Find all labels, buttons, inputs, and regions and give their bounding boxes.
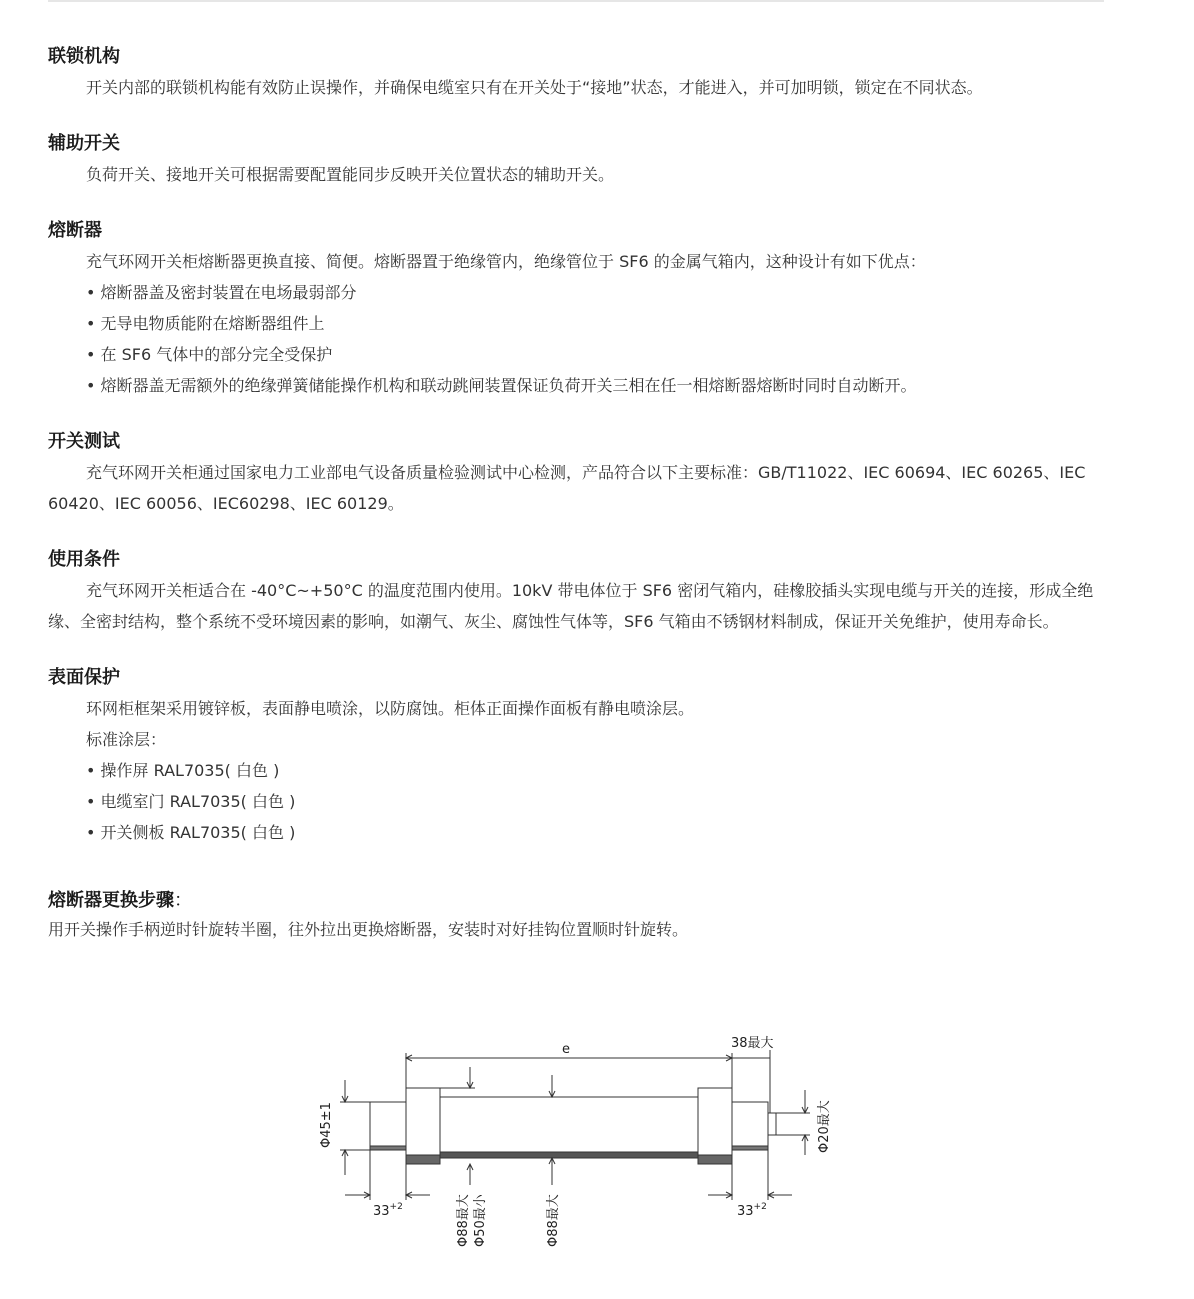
section-title: 开关测试	[48, 431, 120, 452]
list-item: • 无导电物质能附在熔断器组件上	[48, 308, 1108, 339]
striker-pin	[768, 1113, 776, 1135]
label-phi88-max: Φ88最大	[456, 1194, 471, 1247]
label-33-right-base: 33	[737, 1204, 754, 1219]
right-end-cap	[732, 1102, 768, 1150]
steps-title-colon: ：	[174, 890, 192, 911]
section-surface	[48, 665, 1108, 848]
label-e: e	[562, 1042, 570, 1057]
section-text: 充气环网开关柜通过国家电力工业部电气设备质量检验测试中心检测，产品符合以下主要标准：GB/T11022、IEC 60694、IEC 60265、IEC 60420、IEC 60056、IEC60298、IEC 60129。	[48, 463, 1086, 513]
steps-title-text: 熔断器更换步骤	[48, 890, 174, 911]
steps-title	[48, 888, 1108, 914]
section-title: 表面保护	[48, 667, 120, 688]
list-item: • 熔断器盖及密封装置在电场最弱部分	[48, 277, 1108, 308]
section-title: 熔断器	[48, 220, 102, 241]
section-interlock	[48, 44, 1108, 103]
right-end-cap-shade	[732, 1146, 768, 1150]
fuse-tube-shadow	[440, 1152, 698, 1158]
right-flange	[698, 1088, 732, 1164]
left-end-cap	[370, 1102, 406, 1150]
label-38-max: 38最大	[731, 1036, 774, 1051]
fuse-dimension-diagram	[300, 1025, 860, 1265]
right-flange-shade	[698, 1155, 732, 1164]
label-33-left-sup: +2	[389, 1202, 403, 1212]
list-item: • 在 SF6 气体中的部分完全受保护	[48, 339, 1108, 370]
steps-text: 用开关操作手柄逆时针旋转半圈，往外拉出更换熔断器，安装时对好挂钩位置顺时针旋转。	[48, 920, 689, 939]
section-text: 环网柜框架采用镀锌板，表面静电喷涂，以防腐蚀。柜体正面操作面板有静电喷涂层。	[86, 699, 695, 718]
label-phi88-center: Φ88最大	[546, 1194, 561, 1247]
list-item: • 开关侧板 RAL7035( 白色 )	[48, 817, 1108, 848]
label-phi50-min: Φ50最小	[473, 1194, 488, 1247]
label-phi45: Φ45±1	[319, 1102, 334, 1148]
document-content	[48, 44, 1108, 945]
label-33-right	[737, 1202, 767, 1219]
section-title: 辅助开关	[48, 133, 120, 154]
left-flange	[406, 1088, 440, 1164]
top-divider	[48, 0, 1104, 2]
coating-label: 标准涂层：	[86, 730, 167, 749]
section-title: 使用条件	[48, 549, 120, 570]
label-33-left	[373, 1202, 403, 1219]
list-item: • 操作屏 RAL7035( 白色 )	[48, 755, 1108, 786]
section-text: 充气环网开关柜适合在 -40°C~+50°C 的温度范围内使用。10kV 带电体位于 SF6 密闭气箱内，硅橡胶插头实现电缆与开关的连接，形成全绝缘、全密封结构，整个系统不受环境因素的影响，如潮气、灰尘、腐蚀性气体等，SF6 气箱由不锈钢材料制成，保证开关免维护，使用寿命长。	[48, 581, 1094, 631]
left-end-cap-shade	[370, 1146, 406, 1150]
fuse-tube	[440, 1097, 698, 1157]
section-text: 负荷开关、接地开关可根据需要配置能同步反映开关位置状态的辅助开关。	[86, 165, 615, 184]
label-33-left-base: 33	[373, 1204, 390, 1219]
section-text: 充气环网开关柜熔断器更换直接、简便。熔断器置于绝缘管内，绝缘管位于 SF6 的金属气箱内，这种设计有如下优点：	[86, 252, 926, 271]
label-33-right-sup: +2	[753, 1202, 767, 1212]
section-conditions	[48, 547, 1108, 637]
label-phi20: Φ20最大	[817, 1100, 832, 1153]
section-title: 联锁机构	[48, 46, 120, 67]
left-flange-shade	[406, 1155, 440, 1164]
section-fuse	[48, 218, 1108, 401]
list-item: • 熔断器盖无需额外的绝缘弹簧储能操作机构和联动跳闸装置保证负荷开关三相在任一相熔断器熔断时同时自动断开。	[48, 370, 1108, 401]
section-text: 开关内部的联锁机构能有效防止误操作，并确保电缆室只有在开关处于“接地”状态，才能进入，并可加明锁，锁定在不同状态。	[86, 78, 983, 97]
list-item: • 电缆室门 RAL7035( 白色 )	[48, 786, 1108, 817]
section-testing	[48, 429, 1108, 519]
section-aux-switch	[48, 131, 1108, 190]
